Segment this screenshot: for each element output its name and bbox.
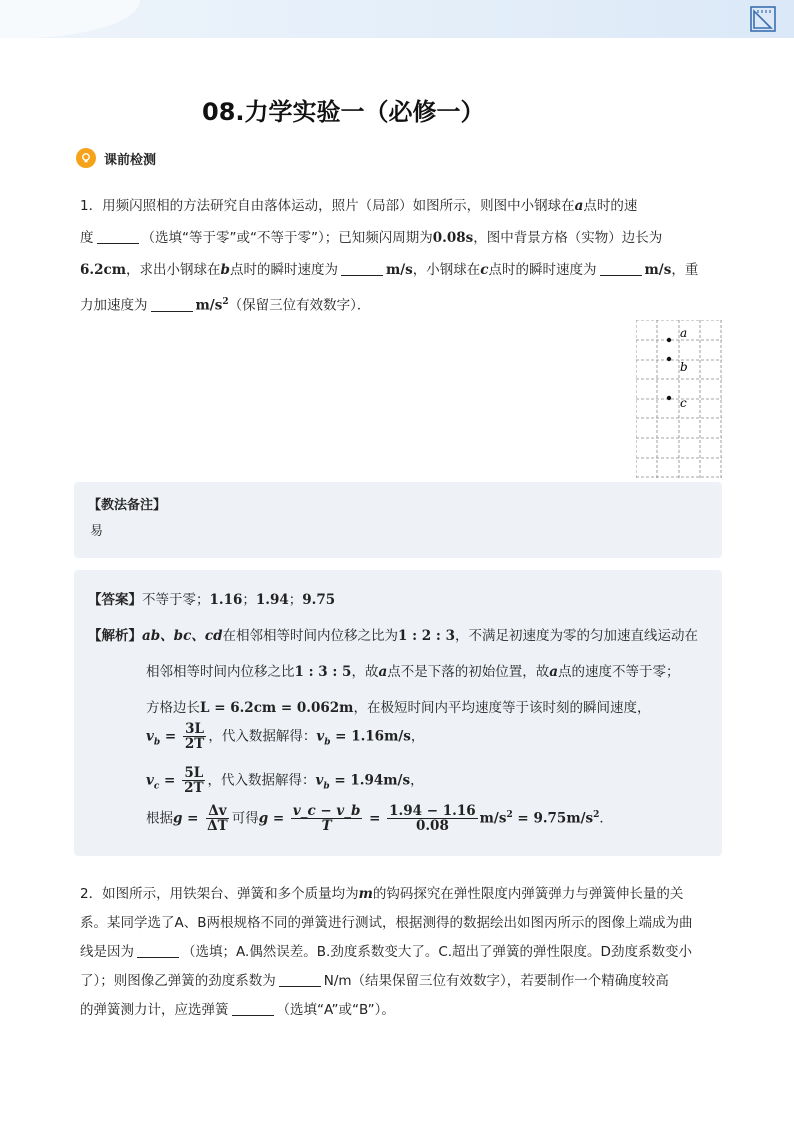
fraction	[291, 804, 363, 833]
q2-text: 的钩码探究在弹性限度内弹簧弹力与弹簧伸长量的关	[372, 886, 684, 902]
analysis-line-3	[146, 696, 650, 716]
analysis-text: ，代入数据解得：	[207, 772, 316, 789]
var-v: v	[316, 728, 325, 745]
ball-position-c	[667, 396, 671, 400]
strobe-photo-figure	[636, 320, 722, 478]
analysis-line-1	[88, 624, 698, 644]
length-equation: L = 6.2cm = 0.062m	[200, 700, 354, 716]
denominator: ΔT	[207, 818, 228, 835]
q1-text: 力加速度为	[80, 297, 148, 314]
q1-text: ，求出小钢球在	[126, 262, 221, 278]
answer-blank[interactable]	[137, 943, 179, 958]
q1-var-c: c	[480, 262, 489, 278]
numerator: 3L	[185, 721, 205, 737]
subscript: b	[323, 781, 330, 792]
header-band	[0, 0, 794, 38]
segments: ab、bc、cd	[142, 628, 223, 644]
answer-value-2: 1.94	[255, 592, 289, 608]
analysis-text: 点的速度不等于零；	[557, 664, 680, 680]
answer-blank[interactable]	[151, 297, 193, 312]
fraction	[205, 804, 230, 833]
unit-exponent: 2	[593, 810, 600, 821]
q1-text: （选填“等于零”或“不等于零”）；已知频闪周期为	[141, 230, 433, 246]
ruler-triangle-logo-icon	[750, 6, 776, 32]
q2-text: （选填；A.偶然误差。B.劲度系数变大了。C.超出了弹簧的弹性限度。D劲度系数变小	[182, 944, 692, 960]
analysis-text: ，	[410, 772, 424, 789]
answer-blank[interactable]	[279, 972, 321, 987]
q1-text: 1．用频闪照相的方法研究自由落体运动，照片（局部）如图所示，则图中小钢球在	[80, 198, 575, 214]
var-g: g	[173, 810, 183, 827]
analysis-text: 根据	[146, 810, 173, 827]
q1-text: 度	[80, 230, 94, 246]
subscript: b	[153, 737, 161, 748]
q2-text: 线是因为	[80, 944, 134, 960]
ratio: 1 : 2 : 3	[398, 628, 455, 644]
q2-text: 系。某同学选了A、B两根规格不同的弹簧进行测试，根据测得的数据绘出如图丙所示的图像上端成为曲	[80, 915, 693, 931]
analysis-line-4: $v_b$ = $\frac{3L}{2T}$ ，代入数据解得：$v_b = 1.16m/s$，	[146, 721, 425, 753]
answer-blank[interactable]	[600, 261, 642, 276]
analysis-text: 方格边长	[146, 700, 200, 716]
answer-value-3: 9.75	[302, 592, 336, 608]
q1-text: 点时的瞬时速度为	[488, 262, 597, 278]
analysis-text: 相邻相等时间内位移之比	[146, 664, 295, 680]
label-a: a	[680, 326, 688, 340]
numerator: Δv	[208, 803, 227, 819]
unit-exponent: 2	[506, 810, 513, 821]
denominator: 2T	[184, 780, 204, 797]
var-a: a	[549, 664, 558, 680]
unit-exponent: 2	[222, 297, 229, 307]
q1-var-a: a	[574, 198, 584, 214]
numerator: 1.94 − 1.16	[389, 803, 476, 819]
fraction	[183, 722, 206, 751]
subscript: b	[324, 737, 331, 748]
analysis-line-5: $v_c$ = $\frac{5L}{2T}$ ，代入数据解得：$v_b = 1.94m/s$，	[146, 765, 424, 797]
analysis-text: ，	[410, 728, 425, 745]
section-header	[76, 148, 156, 168]
q1-var-b: b	[220, 262, 230, 278]
separator: ；	[242, 592, 256, 608]
analysis-text: ，代入数据解得：	[208, 728, 317, 745]
numerator: 5L	[184, 765, 204, 781]
page-title: 08.力学实验一（必修一）	[202, 98, 485, 126]
label-b: b	[680, 360, 688, 374]
note-body: 易	[90, 524, 104, 539]
denominator: 0.08	[415, 818, 449, 835]
result: = 1.16m/s	[330, 728, 411, 745]
analysis-line-2	[146, 660, 679, 680]
analysis-text: 在相邻相等时间内位移之比为	[222, 628, 399, 644]
q1-text: 点时的速	[583, 198, 638, 214]
answer-text: 不等于零；	[142, 592, 210, 608]
q1-text: ，重	[671, 262, 699, 278]
answer-tag: 【答案】	[88, 592, 142, 608]
q1-period: 0.08s	[432, 230, 474, 246]
q1-text: 点时的瞬时速度为	[229, 262, 338, 278]
result: = 9.75m/s	[512, 810, 594, 827]
analysis-tag: 【解析】	[88, 628, 142, 644]
unit: m/s	[479, 810, 507, 827]
denominator: 2T	[184, 736, 205, 753]
answer-blank[interactable]	[97, 229, 139, 244]
section-label: 课前检测	[104, 152, 157, 168]
answer-blank[interactable]	[341, 261, 383, 276]
ball-position-b	[667, 357, 671, 361]
var-v: v	[146, 772, 154, 789]
q2-text: （选填“A”或“B”）。	[276, 1002, 395, 1018]
unit: m/s	[195, 297, 223, 314]
q1-text: ，小钢球在	[412, 262, 481, 278]
answer-line	[88, 588, 335, 608]
denominator: T	[321, 818, 332, 835]
header-wave	[0, 0, 140, 38]
question-1	[80, 190, 698, 318]
note-title: 【教法备注】	[88, 498, 167, 513]
analysis-text: ，故	[351, 664, 379, 680]
fraction	[387, 804, 477, 833]
result: = 1.94m/s	[329, 772, 411, 789]
fraction	[182, 766, 205, 795]
q2-text: 2．如图所示，用铁架台、弹簧和多个质量均为	[80, 886, 359, 902]
analysis-text: ，不满足初速度为零的匀加速直线运动在	[454, 628, 698, 644]
subscript: c	[153, 781, 160, 792]
var-m: m	[358, 886, 373, 902]
answer-value-1: 1.16	[209, 592, 243, 608]
label-c: c	[680, 396, 687, 410]
var-v: v	[146, 728, 154, 745]
var-g: g	[258, 810, 269, 827]
ball-position-a	[667, 338, 671, 342]
analysis-text: 点不是下落的初始位置，故	[387, 664, 550, 680]
analysis-line-6: 根据g = $\frac{\Delta v}{\Delta T}$ 可得g = $\frac{v\_c - v\_b}{T}$ = $\frac{1.94 - 1.16}{0.08}$ $m/s^2 = 9.75m/s^2$．	[146, 803, 613, 835]
var-v: v	[315, 772, 324, 789]
var-a: a	[378, 664, 388, 680]
q2-text: 的弹簧测力计，应选弹簧	[80, 1002, 229, 1018]
analysis-text: 可得	[231, 810, 259, 827]
analysis-text: ，在极短时间内平均速度等于该时刻的瞬间速度，	[353, 700, 651, 716]
q2-text: N/m（结果保留三位有效数字），若要制作一个精确度较高	[323, 973, 669, 989]
question-2	[80, 880, 693, 1025]
q1-text: （保留三位有效数字）．	[228, 297, 371, 314]
ratio: 1 : 3 : 5	[294, 664, 352, 680]
separator: ；	[288, 592, 303, 608]
numerator: v_c − v_b	[292, 803, 361, 819]
unit: m/s	[644, 262, 672, 278]
q2-text: 了）；则图像乙弹簧的劲度系数为	[80, 973, 276, 989]
lightbulb-icon	[76, 148, 96, 168]
q1-text: ，图中背景方格（实物）边长为	[473, 230, 663, 246]
teaching-note	[74, 482, 722, 558]
analysis-text: ．	[599, 810, 613, 827]
q1-length: 6.2cm	[80, 262, 126, 278]
answer-box	[74, 570, 722, 856]
unit: m/s	[385, 262, 413, 278]
answer-blank[interactable]	[232, 1001, 274, 1016]
